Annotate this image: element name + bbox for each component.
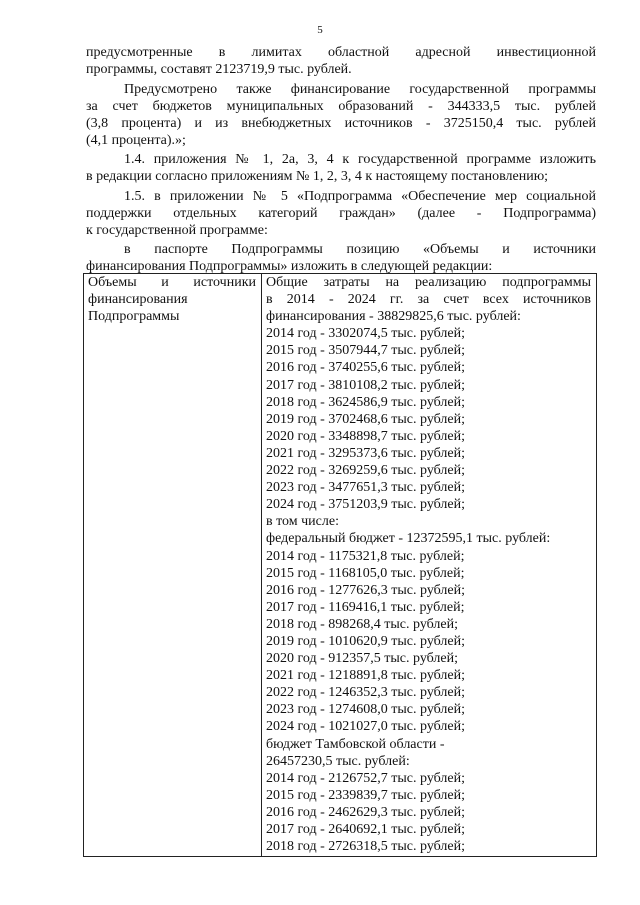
page-number: 5 xyxy=(317,24,323,36)
funding-table xyxy=(83,273,597,857)
paragraph-line: финансирования Подпрограммы» изложить в следующей редакции: xyxy=(86,259,493,274)
funding-line: 2018 год - 2726318,5 тыс. рублей; xyxy=(266,839,466,855)
funding-line: 2014 год - 2126752,7 тыс. рублей; xyxy=(266,770,466,786)
funding-line: 2021 год - 3295373,6 тыс. рублей; xyxy=(266,445,466,461)
paragraph-line: к государственной программе: xyxy=(86,223,268,238)
funding-line: 2019 год - 3702468,6 тыс. рублей; xyxy=(266,411,466,427)
paragraph-line: (3,8 процента) и из внебюджетных источников - 3725150,4 тыс. рублей xyxy=(86,116,596,131)
funding-line: 2024 год - 3751203,9 тыс. рублей; xyxy=(266,497,466,513)
funding-line: 26457230,5 тыс. рублей: xyxy=(266,753,410,769)
funding-line: в том числе: xyxy=(266,514,339,530)
cell-line: Объемы и источники xyxy=(88,275,256,290)
cell-line: Подпрограммы xyxy=(88,309,180,325)
funding-line: 2016 год - 3740255,6 тыс. рублей; xyxy=(266,360,466,376)
cell-line: финансирования xyxy=(88,292,188,308)
paragraph-line: 1.4. приложения № 1, 2а, 3, 4 к государственной программе изложить xyxy=(124,152,596,167)
funding-line: бюджет Тамбовской области - xyxy=(266,736,445,752)
funding-line: 2016 год - 2462629,3 тыс. рублей; xyxy=(266,804,466,820)
funding-line: 2020 год - 912357,5 тыс. рублей; xyxy=(266,651,459,667)
funding-line: 2015 год - 1168105,0 тыс. рублей; xyxy=(266,565,465,581)
funding-line: 2015 год - 2339839,7 тыс. рублей; xyxy=(266,787,466,803)
paragraph-line: за счет бюджетов муниципальных образований - 344333,5 тыс. рублей xyxy=(86,99,596,114)
funding-line: федеральный бюджет - 12372595,1 тыс. рублей: xyxy=(266,531,551,547)
funding-line: 2023 год - 1274608,0 тыс. рублей; xyxy=(266,702,466,718)
table-cell-values xyxy=(262,274,597,857)
funding-line: 2017 год - 1169416,1 тыс. рублей; xyxy=(266,599,465,615)
funding-line: 2019 год - 1010620,9 тыс. рублей; xyxy=(266,633,466,649)
funding-line: 2016 год - 1277626,3 тыс. рублей; xyxy=(266,582,466,598)
funding-lines xyxy=(266,325,591,855)
funding-line: 2022 год - 3269259,6 тыс. рублей; xyxy=(266,463,466,479)
paragraph-line: программы, составят 2123719,9 тыс. рублей. xyxy=(86,62,352,77)
table-row xyxy=(84,274,597,857)
paragraph-line: Предусмотрено также финансирование государственной программы xyxy=(124,82,596,97)
funding-line: 2015 год - 3507944,7 тыс. рублей; xyxy=(266,343,466,359)
funding-line: 2018 год - 898268,4 тыс. рублей; xyxy=(266,616,459,632)
funding-line: 2020 год - 3348898,7 тыс. рублей; xyxy=(266,428,466,444)
paragraph-line: поддержки отдельных категорий граждан» (далее - Подпрограмма) xyxy=(86,206,596,221)
paragraph-line: (4,1 процента).»; xyxy=(86,133,186,148)
funding-line: 2014 год - 1175321,8 тыс. рублей; xyxy=(266,548,465,564)
cell-line: финансирования - 38829825,6 тыс. рублей: xyxy=(266,309,521,325)
paragraph-line: 1.5. в приложении № 5 «Подпрограмма «Обеспечение мер социальной xyxy=(124,189,596,204)
paragraph-line: предусмотренные в лимитах областной адресной инвестиционной xyxy=(86,45,596,60)
funding-line: 2022 год - 1246352,3 тыс. рублей; xyxy=(266,685,466,701)
funding-line: 2017 год - 3810108,2 тыс. рублей; xyxy=(266,377,466,393)
paragraph-line: в редакции согласно приложениям № 1, 2, 3, 4 к настоящему постановлению; xyxy=(86,169,549,184)
funding-line: 2018 год - 3624586,9 тыс. рублей; xyxy=(266,394,466,410)
paragraph-line: в паспорте Подпрограммы позицию «Объемы и источники xyxy=(124,242,596,257)
cell-line: Общие затраты на реализацию подпрограммы xyxy=(266,275,591,290)
funding-line: 2014 год - 3302074,5 тыс. рублей; xyxy=(266,326,466,342)
cell-line: в 2014 - 2024 гг. за счет всех источников xyxy=(266,292,591,308)
funding-line: 2017 год - 2640692,1 тыс. рублей; xyxy=(266,822,466,837)
funding-line: 2024 год - 1021027,0 тыс. рублей; xyxy=(266,719,466,735)
table-cell-label xyxy=(84,274,262,857)
funding-line: 2023 год - 3477651,3 тыс. рублей; xyxy=(266,480,466,496)
funding-line: 2021 год - 1218891,8 тыс. рублей; xyxy=(266,668,466,684)
